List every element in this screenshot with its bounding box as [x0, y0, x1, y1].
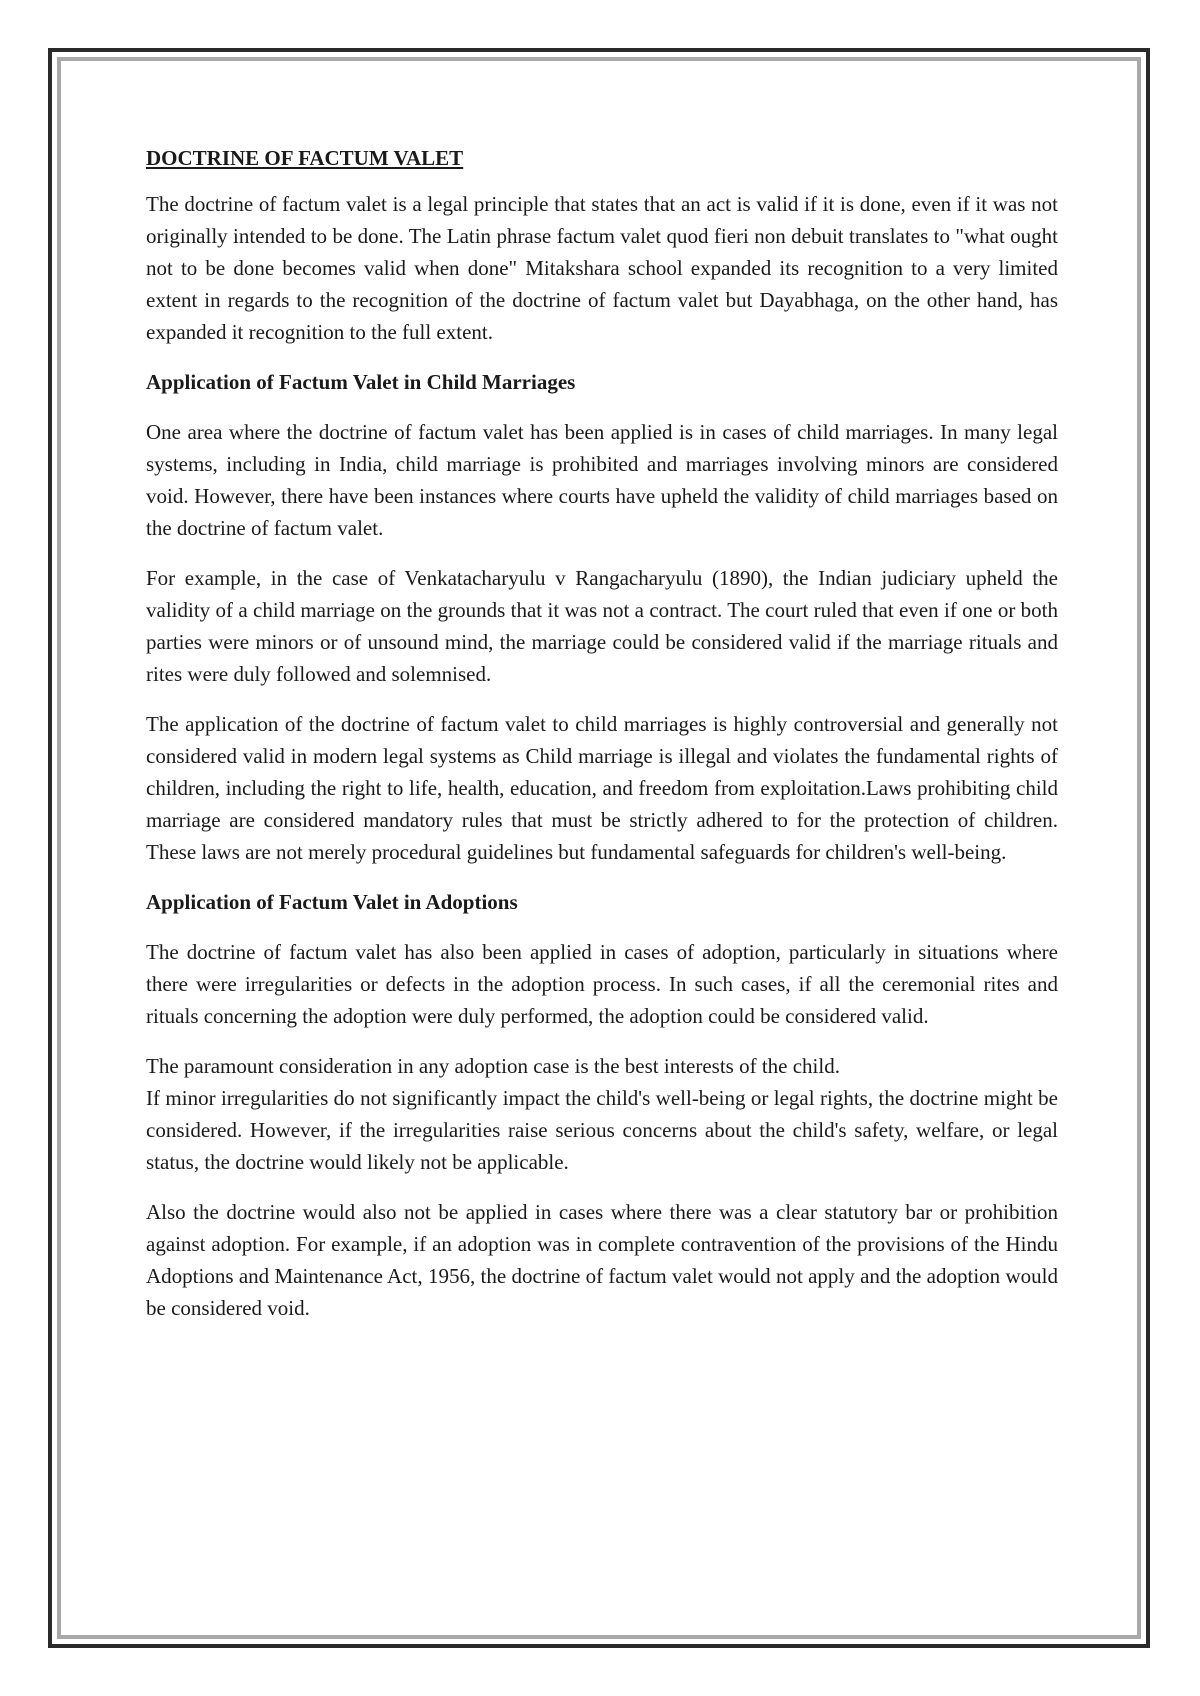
adoptions-paragraph-1: The doctrine of factum valet has also been applied in cases of adoption, particularly in situations where there were irregularities or defects in the adoption process. In such cases, if all the ceremonial rites and rituals concerning the adoption were duly performed, the adoption could be considered valid.: [146, 940, 1058, 1028]
child-marriages-paragraph-1: One area where the doctrine of factum valet has been applied is in cases of child marriages. In many legal systems, including in India, child marriage is prohibited and marriages involving minors are considered void. However, there have been instances where courts have upheld the validity of child marriages based on the doctrine of factum valet.: [146, 420, 1058, 540]
document-body: [146, 142, 1058, 1342]
adoptions-paragraph-2a: The paramount consideration in any adoption case is the best interests of the child.: [146, 1054, 840, 1078]
adoptions-paragraph-3: Also the doctrine would also not be applied in cases where there was a clear statutory bar or prohibition against adoption. For example, if an adoption was in complete contravention of the provisions of the Hindu Adoptions and Maintenance Act, 1956, the doctrine of factum valet would not apply and the adoption would be considered void.: [146, 1200, 1058, 1320]
heading-child-marriages: Application of Factum Valet in Child Marriages: [146, 370, 576, 394]
intro-paragraph: The doctrine of factum valet is a legal principle that states that an act is valid if it is done, even if it was not originally intended to be done. The Latin phrase factum valet quod fieri non debuit translates to "what ought not to be done becomes valid when done" Mitakshara school expanded its recognition to a very limited extent in regards to the recognition of the doctrine of factum valet but Dayabhaga, on the other hand, has expanded it recognition to the full extent.: [146, 192, 1058, 344]
child-marriages-paragraph-3: The application of the doctrine of factum valet to child marriages is highly controversial and generally not considered valid in modern legal systems as Child marriage is illegal and violates the fundamental rights of children, including the right to life, health, education, and freedom from exploitation.Laws prohibiting child marriage are considered mandatory rules that must be strictly adhered to for the protection of children. These laws are not merely procedural guidelines but fundamental safeguards for children's well-being.: [146, 712, 1058, 864]
child-marriages-paragraph-2: For example, in the case of Venkatacharyulu v Rangacharyulu (1890), the Indian judiciary upheld the validity of a child marriage on the grounds that it was not a contract. The court ruled that even if one or both parties were minors or of unsound mind, the marriage could be considered valid if the marriage rituals and rites were duly followed and solemnised.: [146, 566, 1058, 686]
heading-adoptions: Application of Factum Valet in Adoptions: [146, 890, 518, 914]
document-title: DOCTRINE OF FACTUM VALET: [146, 146, 464, 170]
adoptions-paragraph-2b: If minor irregularities do not significantly impact the child's well-being or legal rights, the doctrine might be considered. However, if the irregularities raise serious concerns about the child's safety, welfare, or legal status, the doctrine would likely not be applicable.: [146, 1086, 1058, 1174]
